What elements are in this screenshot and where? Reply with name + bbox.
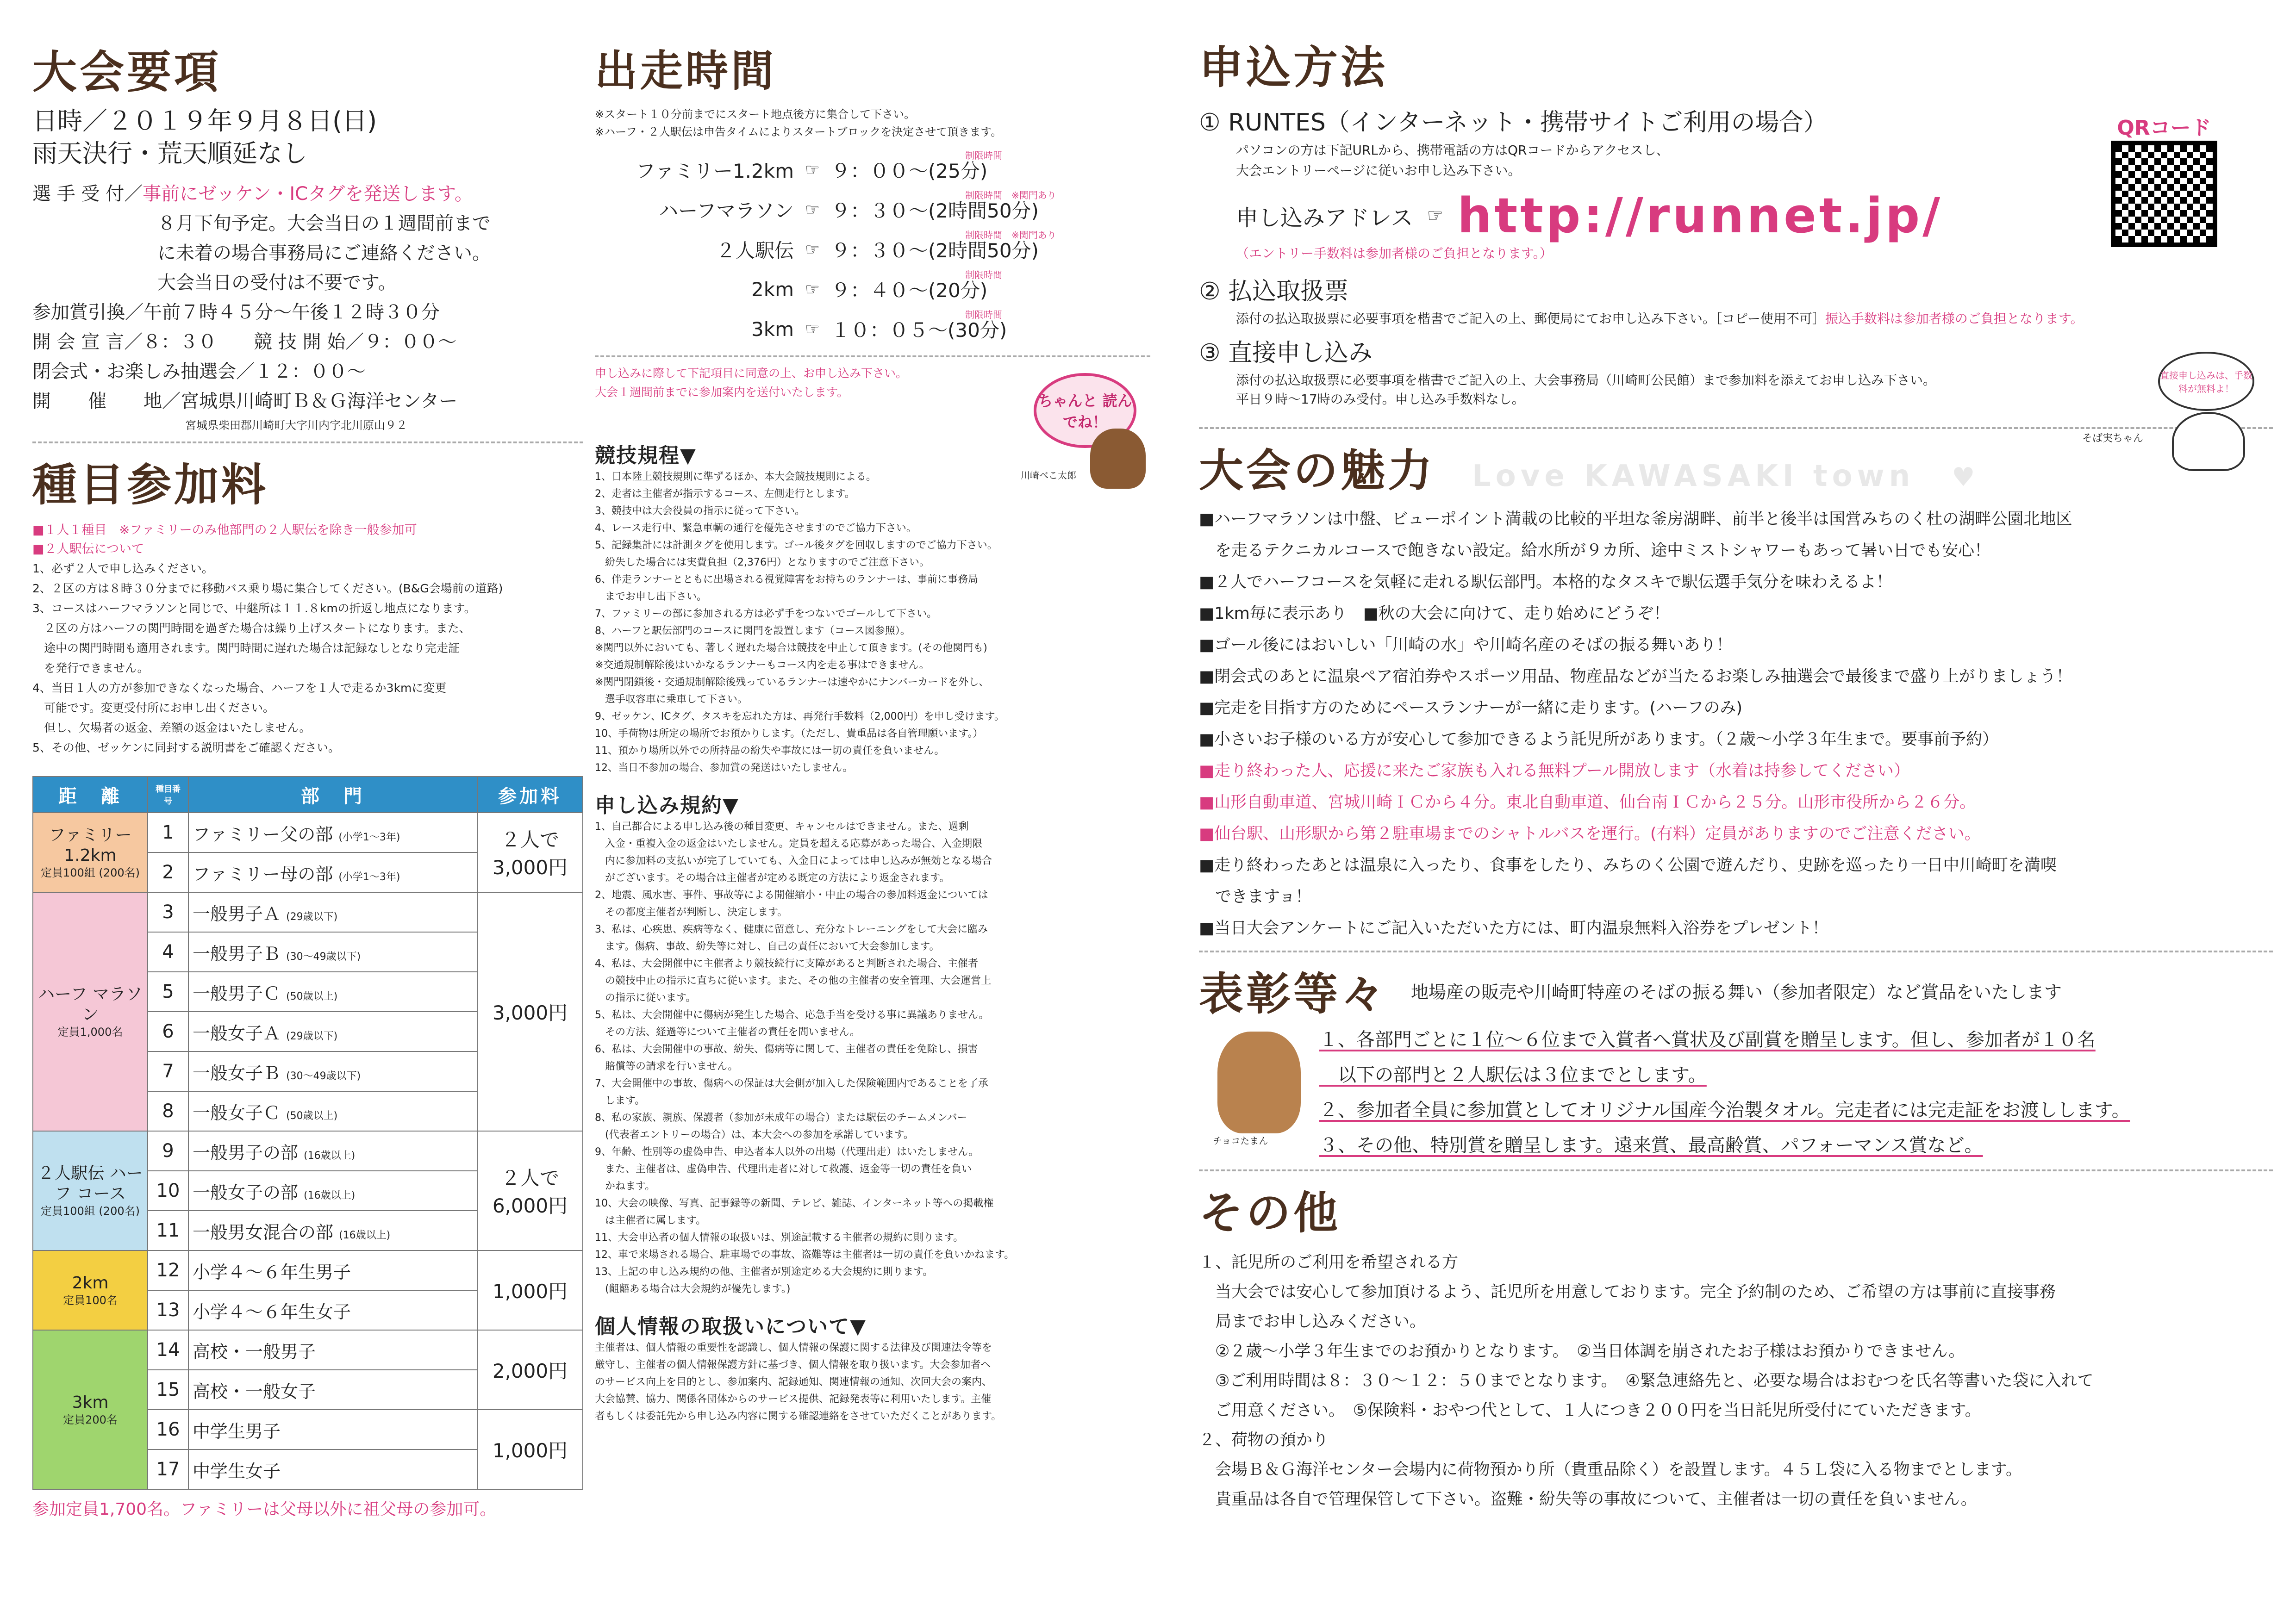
pointing-hand-icon: ☞	[805, 280, 820, 299]
closing-time: 閉会式・お楽しみ抽選会／１２：００～	[32, 361, 366, 382]
rain-policy: 雨天決行・荒天順延なし	[32, 139, 307, 168]
event-number: 9	[148, 1131, 188, 1171]
term-item: 入金・重複入金の返金はいたしません。定員を超える応募があった場合、入金期限	[595, 838, 983, 850]
ekiden-rule: 2、２区の方は８時３０分までに移動バス乗り場に集合してください。(B&G会場前の道路)	[32, 582, 503, 595]
method-1-desc-line: 大会エントリーページに従いお申し込み下さい。	[1236, 163, 1521, 178]
event-number: 12	[148, 1250, 188, 1290]
start-event: 3km	[751, 317, 794, 341]
entry-url-link[interactable]: http://runnet.jp/	[1457, 187, 1943, 244]
event-number: 14	[148, 1330, 188, 1370]
start-time: ９：００～(25分)	[831, 160, 988, 182]
term-item: 12、車で来場される場合、駐車場での事故、盗難等は主催者は一切の責任を負いかねます。	[595, 1249, 1015, 1261]
charm-item: ■走り終わった人、応援に来たご家族も入れる無料プール開放します（水着は持参してください）	[1199, 762, 1910, 780]
privacy-line: 厳守し、主催者の個人情報保護方針に基づき、個人情報を取り扱います。大会参加者へ	[595, 1359, 991, 1371]
ekiden-rule: 3、コースはハーフマラソンと同じで、中継所は１１.８kmの折返し地点になります。	[32, 602, 476, 615]
start-time: ９：３０～(2時間50分)	[831, 199, 1039, 222]
rule-item: 9、ゼッケン、ICタグ、タスキを忘れた方は、再発行手数料（2,000円）を申し受けます。	[595, 711, 1004, 722]
start-row	[595, 309, 1150, 349]
reception-line: ８月下旬予定。大会当日の１週間前まで	[157, 213, 491, 234]
cow-mascot-icon	[1090, 429, 1146, 489]
event-name: 一般女子の部 (16歳以上)	[188, 1171, 477, 1211]
rule-item: 4、レース走行中、緊急車輌の通行を優先させますのでご協力下さい。	[595, 522, 917, 534]
event-name: 一般男子Ｃ (50歳以上)	[188, 972, 477, 1012]
qr-code-icon[interactable]	[2111, 141, 2217, 247]
other-item: ③ご利用時間は８：３０～１２：５０までとなります。 ④緊急連絡先と、必要な場合はおむつを氏名等書いた袋に入れて	[1199, 1372, 2094, 1390]
event-number: 3	[148, 892, 188, 932]
charm-deco: Love KAWASAKI town	[1472, 459, 1915, 493]
event-age: (50歳以上)	[286, 990, 338, 1002]
capacity-footer: 参加定員1,700名。ファミリーは父母以外に祖父母の参加可。	[32, 1500, 497, 1519]
term-item: の指示に従います。	[595, 992, 696, 1004]
event-number: 11	[148, 1211, 188, 1250]
start-list	[595, 150, 1150, 349]
rule-item: 選手収容車に乗車して下さい。	[595, 694, 748, 705]
column-application	[1199, 0, 2273, 1514]
table-row	[33, 1250, 583, 1290]
method-3-desc-line: 添付の払込取扱票に必要事項を楷書でご記入の上、大会事務局（川崎町公民館）まで参加料を添えてお申し込み下さい。	[1236, 373, 1936, 388]
rule-item: 7、ファミリーの部に参加される方は必ず手をつないでゴールして下さい。	[595, 608, 937, 620]
privacy-line: 者もしくは委託先から申し込み内容に関する確認連絡をさせていただくことがあります。	[595, 1411, 1002, 1422]
table-row	[33, 892, 583, 932]
method-2-fee: 振込手数料は参加者様のご負担となります。	[1825, 311, 2084, 326]
ekiden-rule: 5、その他、ゼッケンに同封する説明書をご確認ください。	[32, 741, 340, 754]
rule-item: 12、当日不参加の場合、参加賞の発送はいたしません。	[595, 762, 853, 774]
other-item: 貴重品は各自で管理保管して下さい。盗難・紛失等の事故について、主催者は一切の責任を負いません。	[1199, 1490, 1977, 1509]
event-name: 中学生男子	[188, 1410, 477, 1449]
charm-item: ■小さいお子様のいる方が安心して参加できるよう託児所があります。（２歳～小学３年生まで。要事前予約）	[1199, 730, 1999, 749]
method-2-desc	[1199, 309, 2273, 328]
method-2-desc-text: 添付の払込取扱票に必要事項を楷書でご記入の上、郵便局にてお申し込み下さい。［コピー使用不可］	[1236, 311, 1825, 326]
other-item: 当大会では安心して参加頂けるよう、託児所を用意しております。完全予約制のため、ご希望の方は事前に直接事務	[1199, 1283, 2056, 1301]
schedule-note: ※ハーフ・２人駅伝は申告タイムによりスタートブロックを決定させて頂きます。	[595, 125, 1002, 138]
start-time: ９：４０～(20分)	[831, 279, 988, 302]
column-schedule	[595, 0, 1150, 1425]
other-list	[1199, 1248, 2273, 1514]
ekiden-rule: 可能です。変更受付所にお申し出ください。	[32, 701, 275, 715]
fee-cell: 2,000円	[477, 1330, 583, 1410]
ekiden-rule: 但し、欠場者の返金、差額の返金はいたしません。	[32, 721, 311, 734]
event-name: 一般男子Ｂ (30〜49歳以下)	[188, 932, 477, 972]
term-item: (齟齬ある場合は大会規約が優先します。)	[595, 1283, 791, 1295]
capacity-label: 定員100組 (200名)	[41, 1205, 140, 1218]
start-row	[595, 150, 1150, 190]
rule-item: 10、手荷物は所定の場所でお預かりします。（ただし、貴重品は各自管理願います。）	[595, 728, 983, 740]
term-item: その方法、経過等について主催者の責任を問いません。	[595, 1026, 860, 1038]
time-limit-tag: 制限時間	[965, 309, 1002, 320]
event-number: 5	[148, 972, 188, 1012]
prize-exchange: 参加賞引換／午前７時４５分～午後１２時３０分	[32, 302, 440, 323]
rule-item: までお申し出下さい。	[595, 591, 707, 603]
opening-time: 開 会 宣 言／８：３０ 競 技 開 始／９：００～	[32, 331, 457, 353]
rule-item: 3、競技中は大会役員の指示に従って下さい。	[595, 505, 805, 517]
term-item: 2、地震、風水害、事件、事故等による開催縮小・中止の場合の参加料返金については	[595, 889, 988, 901]
header-fee: 参加料	[477, 777, 583, 813]
capacity-label: 定員200名	[63, 1413, 118, 1426]
start-row	[595, 190, 1150, 230]
terms-list	[595, 818, 1150, 1298]
pointing-hand-icon: ☞	[805, 200, 820, 219]
event-age: (16歳以上)	[304, 1150, 356, 1162]
term-item: ます。傷病、事故、紛失等に対し、自己の責任において大会参加します。	[595, 941, 940, 952]
term-item: 内に参加料の支払いが完了していても、入金日によっては申し込みが無効となる場合	[595, 855, 992, 867]
charm-item: できますョ！	[1199, 888, 1312, 906]
overview-title: 大会要項	[32, 46, 221, 98]
fee-cell: ２人で 3,000円	[477, 813, 583, 892]
charm-item: ■ゴール後にはおいしい「川崎の水」や川崎名産のそばの振る舞いあり！	[1199, 636, 1733, 654]
start-event: ファミリー1.2km	[636, 160, 794, 182]
time-limit-tag: 制限時間 ※関門あり	[965, 190, 1056, 201]
header-distance: 距 離	[33, 777, 148, 813]
table-row	[33, 1131, 583, 1171]
event-name: 中学生女子	[188, 1449, 477, 1489]
event-name: 一般男子の部 (16歳以上)	[188, 1131, 477, 1171]
award-item: ３、その他、特別賞を贈呈します。遠来賞、最高齢賞、パフォーマンス賞など。	[1319, 1135, 1983, 1156]
event-datetime: 日時／２０１９年９月８日(日)	[32, 106, 377, 136]
method-2-title: ② 払込取扱票	[1199, 278, 1349, 305]
charm-item: ■完走を目指す方のためにペースランナーが一緒に走ります。(ハーフのみ)	[1199, 699, 1743, 717]
award-lead: 地場産の販売や川崎町特産のそばの振る舞い（参加者限定）など賞品をいたします	[1411, 982, 2062, 1002]
distance-cell: ファミリー 1.2km 定員100組 (200名)	[33, 813, 148, 892]
pointing-hand-icon: ☞	[805, 160, 820, 180]
event-age: (小学1〜3年)	[338, 871, 400, 883]
event-number: 1	[148, 813, 188, 852]
event-age: (50歳以上)	[286, 1110, 338, 1122]
rule-item: 2、走者は主催者が指示するコース、左側走行とします。	[595, 488, 855, 500]
privacy-title: 個人情報の取扱いについて▼	[595, 1315, 867, 1338]
event-name: ファミリー父の部 (小学1〜3年)	[188, 813, 477, 852]
method-1-fee: （エントリー手数料は参加者様のご負担となります。）	[1236, 246, 1553, 261]
table-row	[33, 1330, 583, 1370]
rules-list	[595, 468, 1150, 777]
method-1-desc-line: パソコンの方は下記URLから、携帯電話の方はQRコードからアクセスし、	[1236, 143, 1669, 158]
other-item: １、託児所のご利用を希望される方	[1199, 1253, 1459, 1272]
award-item: ２、参加者全員に参加賞としてオリジナル国産今治製タオル。完走者には完走証をお渡しします。	[1319, 1100, 2130, 1121]
method-1-title: ① RUNTES（インターネット・携帯サイトご利用の場合）	[1199, 109, 1828, 137]
event-name: 一般男子Ａ (29歳以下)	[188, 892, 477, 932]
distance-cell: ２人駅伝 ハーフ コース 定員100組 (200名)	[33, 1131, 148, 1250]
rule-item: 8、ハーフと駅伝部門のコースに関門を設置します（コース図参照）。	[595, 625, 911, 637]
other-item: ２、荷物の預かり	[1199, 1431, 1329, 1449]
start-event: ハーフマラソン	[659, 199, 794, 222]
event-age: (30〜49歳以下)	[286, 1070, 361, 1082]
event-number: 15	[148, 1370, 188, 1410]
term-item: します。	[595, 1095, 645, 1107]
event-number: 16	[148, 1410, 188, 1449]
method-3-title: ③ 直接申し込み	[1199, 339, 1373, 367]
event-name: 一般女子Ａ (29歳以下)	[188, 1012, 477, 1051]
rule-item: 5、記録集計には計測タグを使用します。ゴール後タグを回収しますのでご協力下さい。	[595, 540, 998, 551]
address-label: 申し込みアドレス	[1236, 205, 1413, 231]
charm-item: ■当日大会アンケートにご記入いただいた方には、町内温泉無料入浴券をプレゼント！	[1199, 919, 1828, 938]
event-number: 17	[148, 1449, 188, 1489]
schedule-title: 出走時間	[595, 46, 777, 96]
terms-title: 申し込み規約▼	[595, 794, 739, 817]
charm-header	[1199, 435, 2273, 499]
soba-character-icon	[2172, 412, 2245, 471]
entry-table	[32, 776, 583, 1490]
term-item: 10、大会の映像、写真、記事録等の新聞、テレビ、雑誌、インターネット等への掲載権	[595, 1198, 994, 1209]
event-number: 8	[148, 1091, 188, 1131]
award-title: 表彰等々	[1199, 968, 1388, 1020]
agree-line: 申し込みに際して下記項目に同意の上、お申し込み下さい。	[595, 367, 908, 380]
qr-label: QRコード	[2117, 116, 2211, 140]
term-item: その都度主催者が判断し、決定します。	[595, 907, 788, 918]
event-name: 高校・一般男子	[188, 1330, 477, 1370]
event-age: (16歳以上)	[304, 1189, 356, 1201]
distance-cell: 2km 定員100名	[33, 1250, 148, 1330]
fee-cell: 1,000円	[477, 1250, 583, 1330]
soba-character-name: そば実ちゃん	[2082, 433, 2143, 444]
reception-block: 選 手 受 付／事前にゼッケン・ICタグを発送します。 ８月下旬予定。大会当日の１週間前まで に未着の場合事務局にご連絡ください。 大会当日の受付は不要です。	[32, 179, 583, 298]
qr-block	[2111, 111, 2217, 247]
charm-item: ■閉会式のあとに温泉ペア宿泊券やスポーツ用品、物産品などが当たるお楽しみ抽選会で最後まで盛り上がりましょう！	[1199, 667, 2072, 686]
rule-item: 6、伴走ランナーとともに出場される視覚障害をお持ちのランナーは、事前に事務局	[595, 574, 978, 585]
charm-item: を走るテクニカルコースで飽きない設定。給水所が９カ所、途中ミストシャワーもあって暑い日でも安心！	[1199, 541, 1991, 560]
rules-title: 競技規程▼	[595, 444, 697, 467]
privacy-line: 大会協賛、協力、関係各団体からのサービス提供、記録発表等に利用いたします。主催	[595, 1393, 992, 1405]
agree-line: 大会１週間前までに参加案内を送付いたします。	[595, 386, 849, 399]
start-time: １０：０５～(30分)	[831, 319, 1007, 342]
charm-item: ■ハーフマラソンは中盤、ビューポイント満載の比較的平坦な釜房湖畔、前半と後半は国営みちのく杜の湖畔公園北地区	[1199, 510, 2072, 529]
charm-title: 大会の魅力	[1199, 445, 1435, 497]
fee-cell: 1,000円	[477, 1410, 583, 1489]
ekiden-rule: 途中の関門時間も適用されます。関門時間に遅れた場合は記録なしとなり完走証	[32, 641, 460, 655]
venue-address: 宮城県柴田郡川崎町大字川内字北川原山９２	[185, 419, 407, 432]
capacity-label: 定員100名	[63, 1294, 118, 1307]
start-row	[595, 230, 1150, 269]
fee-note-1: ■１人１種目 ※ファミリーのみ他部門の２人駅伝を除き一般参加可	[32, 523, 417, 537]
pointing-hand-icon: ☞	[805, 319, 820, 339]
charm-item: ■山形自動車道、宮城川崎ＩＣから４分。東北自動車道、仙台南ＩＣから２５分。山形市役所から２６分。	[1199, 793, 1976, 812]
dog-character-icon	[1217, 1032, 1301, 1133]
rule-item: 11、預かり場所以外での所持品の紛失や事故には一切の責任を負いません。	[595, 745, 945, 757]
table-row	[33, 813, 583, 852]
column-overview	[32, 0, 583, 1520]
event-number: 6	[148, 1012, 188, 1051]
capacity-label: 定員1,000名	[57, 1026, 123, 1038]
reception-line: に未着の場合事務局にご連絡ください。	[157, 243, 491, 264]
rule-item: ※交通規制解除後はいかなるランナーもコース内を走る事はできません。	[595, 659, 930, 671]
mascot-name: 川崎べこ太郎	[1021, 470, 1076, 481]
event-number: 2	[148, 852, 188, 892]
term-item: 13、上記の申し込み規約の他、主催者が別途定める大会規約に則ります。	[595, 1266, 933, 1278]
term-item: 9、年齢、性別等の虚偽申告、申込者本人以外の出場（代理出走）はいたしません。	[595, 1146, 979, 1158]
rule-item: 紛失した場合には実費負担（2,376円）となりますのでご注意下さい。	[595, 557, 930, 568]
ekiden-rules	[32, 559, 583, 758]
term-item: 6、私は、大会開催中の事故、紛失、傷病等に関して、主催者の責任を免除し、損害	[595, 1044, 978, 1055]
term-item: かねます。	[595, 1181, 655, 1192]
privacy-list	[595, 1339, 1150, 1425]
ekiden-rule: を発行できません。	[32, 661, 149, 675]
event-age: (16歳以上)	[339, 1229, 391, 1241]
term-item: 7、大会開催中の事故、傷病への保証は大会側が加入した保険範囲内であることを了承	[595, 1078, 988, 1089]
schedule-notes	[595, 106, 1150, 141]
event-number: 7	[148, 1051, 188, 1091]
apply-title: 申込方法	[1199, 42, 1388, 93]
reception-label: 選 手 受 付	[32, 183, 125, 205]
charm-item: ■走り終わったあとは温泉に入ったり、食事をしたり、みちのく公園で遊んだり、史跡を巡ったり一日中川崎町を満喫	[1199, 856, 2057, 875]
fee-cell: 3,000円	[477, 892, 583, 1131]
term-item: 8、私の家族、親族、保護者（参加が未成年の場合）または駅伝のチームメンバー	[595, 1112, 967, 1124]
time-limit-tag: 制限時間	[965, 150, 1002, 161]
award-header	[1199, 959, 2273, 1022]
charm-item: ■1km毎に表示あり ■秋の大会に向けて、走り始めにどうぞ！	[1199, 604, 1670, 623]
event-number: 13	[148, 1290, 188, 1330]
schedule-note: ※スタート１０分前までにスタート地点後方に集合して下さい。	[595, 108, 916, 121]
divider	[1199, 951, 2273, 952]
event-number: 4	[148, 932, 188, 972]
header-number: 種目番号	[148, 777, 188, 813]
start-time: ９：３０～(2時間50分)	[831, 239, 1039, 262]
fee-note-2: ■２人駅伝について	[32, 542, 144, 556]
term-item: また、主催者は、虚偽申告、代理出走者に対して救護、返金等一切の責任を負い	[595, 1163, 972, 1175]
divider	[1199, 1169, 2273, 1171]
award-item: 以下の部門と２人駅伝は３位までとします。	[1319, 1064, 1707, 1086]
rule-item: 1、日本陸上競技規則に準ずるほか、本大会競技規則による。	[595, 471, 876, 483]
privacy-line: のサービス向上を目的とし、参加案内、記録通知、関連情報の通知、次回大会の案内、	[595, 1376, 992, 1388]
other-item: ご用意ください。 ⑤保険料・おやつ代として、１人につき２００円を当日託児所受付にていただきます。	[1199, 1401, 1981, 1420]
mascot-bubble: ちゃんと 読んでね！	[1034, 373, 1136, 448]
term-item: は主催者に属します。	[595, 1215, 706, 1226]
rule-item: ※関門閉鎖後・交通規制解除後残っているランナーは速やかにナンバーカードを外し、	[595, 677, 989, 688]
other-item: 局までお申し込みください。	[1199, 1312, 1426, 1331]
other-item: 会場Ｂ＆Ｇ海洋センター会場内に荷物預かり所（貴重品除く）を設置します。４５Ｌ袋に入る物までとします。	[1199, 1461, 2022, 1479]
event-number: 10	[148, 1171, 188, 1211]
reception-line: 大会当日の受付は不要です。	[157, 272, 397, 293]
event-name: 高校・一般女子	[188, 1370, 477, 1410]
award-body	[1199, 1022, 2273, 1163]
other-title: その他	[1199, 1187, 1341, 1239]
time-limit-tag: 制限時間 ※関門あり	[965, 230, 1056, 241]
method-3-desc-line: 平日９時～17時のみ受付。申し込み手数料なし。	[1236, 392, 1525, 407]
distance-cell: 3km 定員200名	[33, 1330, 148, 1489]
term-item: 賠償等の請求を行いません。	[595, 1061, 738, 1072]
charm-item: ■仙台駅、山形駅から第２駐車場までのシャトルバスを運行。(有料）定員がありますのでご注意ください。	[1199, 825, 1981, 843]
heart-icon: ♥	[1952, 462, 1975, 492]
term-item: 5、私は、大会開催中に傷病が発生した場合、応急手当を受ける事に異議ありません。	[595, 1009, 989, 1021]
ekiden-rule: 1、必ず２人で申し込みください。	[32, 562, 213, 575]
venue: 開 催 地／宮城県川崎町Ｂ＆Ｇ海洋センター	[32, 391, 458, 412]
ekiden-rule: 4、当日１人の方が参加できなくなった場合、ハーフを１人で走るか3kmに変更	[32, 681, 447, 695]
header-category: 部 門	[188, 777, 477, 813]
event-age: (29歳以下)	[286, 1030, 338, 1042]
event-age: (30〜49歳以下)	[286, 951, 361, 963]
pointing-hand-icon: ☞	[805, 240, 820, 259]
event-name: 小学４〜６年生女子	[188, 1290, 477, 1330]
privacy-line: 主催者は、個人情報の重要性を認識し、個人情報の保護に関する法律及び関連法令等を	[595, 1342, 992, 1354]
term-item: 3、私は、心疾患、疾病等なく、健康に留意し、充分なトレーニングをして大会に臨み	[595, 924, 988, 935]
start-event: ２人駅伝	[716, 239, 794, 262]
start-event: 2km	[751, 278, 794, 301]
divider	[32, 442, 583, 443]
event-name: 一般女子Ｂ (30〜49歳以下)	[188, 1051, 477, 1091]
fee-title: 種目参加料	[32, 459, 268, 511]
term-item: 11、大会申込者の個人情報の取扱いは、別途記載する主催者の規約に則ります。	[595, 1232, 964, 1244]
award-character-name: チョコたまん	[1213, 1135, 1268, 1146]
term-item: 4、私は、大会開催中に主催者より競技続行に支障があると判断された場合、主催者	[595, 958, 978, 970]
event-age: (小学1〜3年)	[338, 831, 400, 843]
term-item: 1、自己都合による申し込み後の種目変更、キャンセルはできません。また、過剰	[595, 821, 969, 833]
reception-highlight: 事前にゼッケン・ICタグを発送します。	[143, 183, 473, 205]
start-row	[595, 269, 1150, 309]
fee-cell: ２人で 6,000円	[477, 1131, 583, 1250]
capacity-label: 定員100組 (200名)	[41, 866, 140, 879]
time-limit-tag: 制限時間	[965, 269, 1002, 280]
pointing-hand-icon: ☞	[1427, 205, 1444, 226]
distance-cell: ハーフ マラソン 定員1,000名	[33, 892, 148, 1131]
term-item: がございます。その場合は主催者が定める既定の方法により返金されます。	[595, 872, 950, 884]
event-name: ファミリー母の部 (小学1〜3年)	[188, 852, 477, 892]
award-list	[1319, 1022, 2130, 1163]
divider	[595, 355, 1150, 357]
method-3-desc	[1199, 371, 2273, 409]
other-item: ②２歳～小学３年生までのお預かりとなります。 ②当日体調を崩されたお子様はお預かりできません。	[1199, 1342, 1965, 1361]
reception-lines	[32, 209, 583, 298]
divider	[1199, 427, 2273, 429]
ekiden-rule: ２区の方はハーフの関門時間を過ぎた場合は繰り上げスタートになります。また、	[32, 622, 471, 635]
term-item: (代表者エントリーの場合）は、本大会への参加を承諾しています。	[595, 1129, 914, 1141]
award-character	[1199, 1022, 1319, 1163]
charm-list	[1199, 504, 2273, 944]
charm-item: ■２人でハーフコースを気軽に走れる駅伝部門。本格的なタスキで駅伝選手気分を味わえるよ！	[1199, 573, 1892, 591]
event-name: 小学４〜６年生男子	[188, 1250, 477, 1290]
method-3-bubble: 直接申し込みは、手数料が無料よ！	[2158, 352, 2254, 411]
event-name: 一般男女混合の部 (16歳以上)	[188, 1211, 477, 1250]
event-name: 一般女子Ｃ (50歳以上)	[188, 1091, 477, 1131]
term-item: の競技中止の指示に直ちに従います。また、その他の主催者の安全管理、大会運営上	[595, 975, 992, 987]
award-item: １、各部門ごとに１位～６位まで入賞者へ賞状及び副賞を贈呈します。但し、参加者が１０名	[1319, 1029, 2096, 1051]
rule-item: ※関門以外においても、著しく遅れた場合は競技を中止して頂きます。(その他関門も)	[595, 642, 987, 654]
event-age: (29歳以下)	[286, 911, 338, 923]
